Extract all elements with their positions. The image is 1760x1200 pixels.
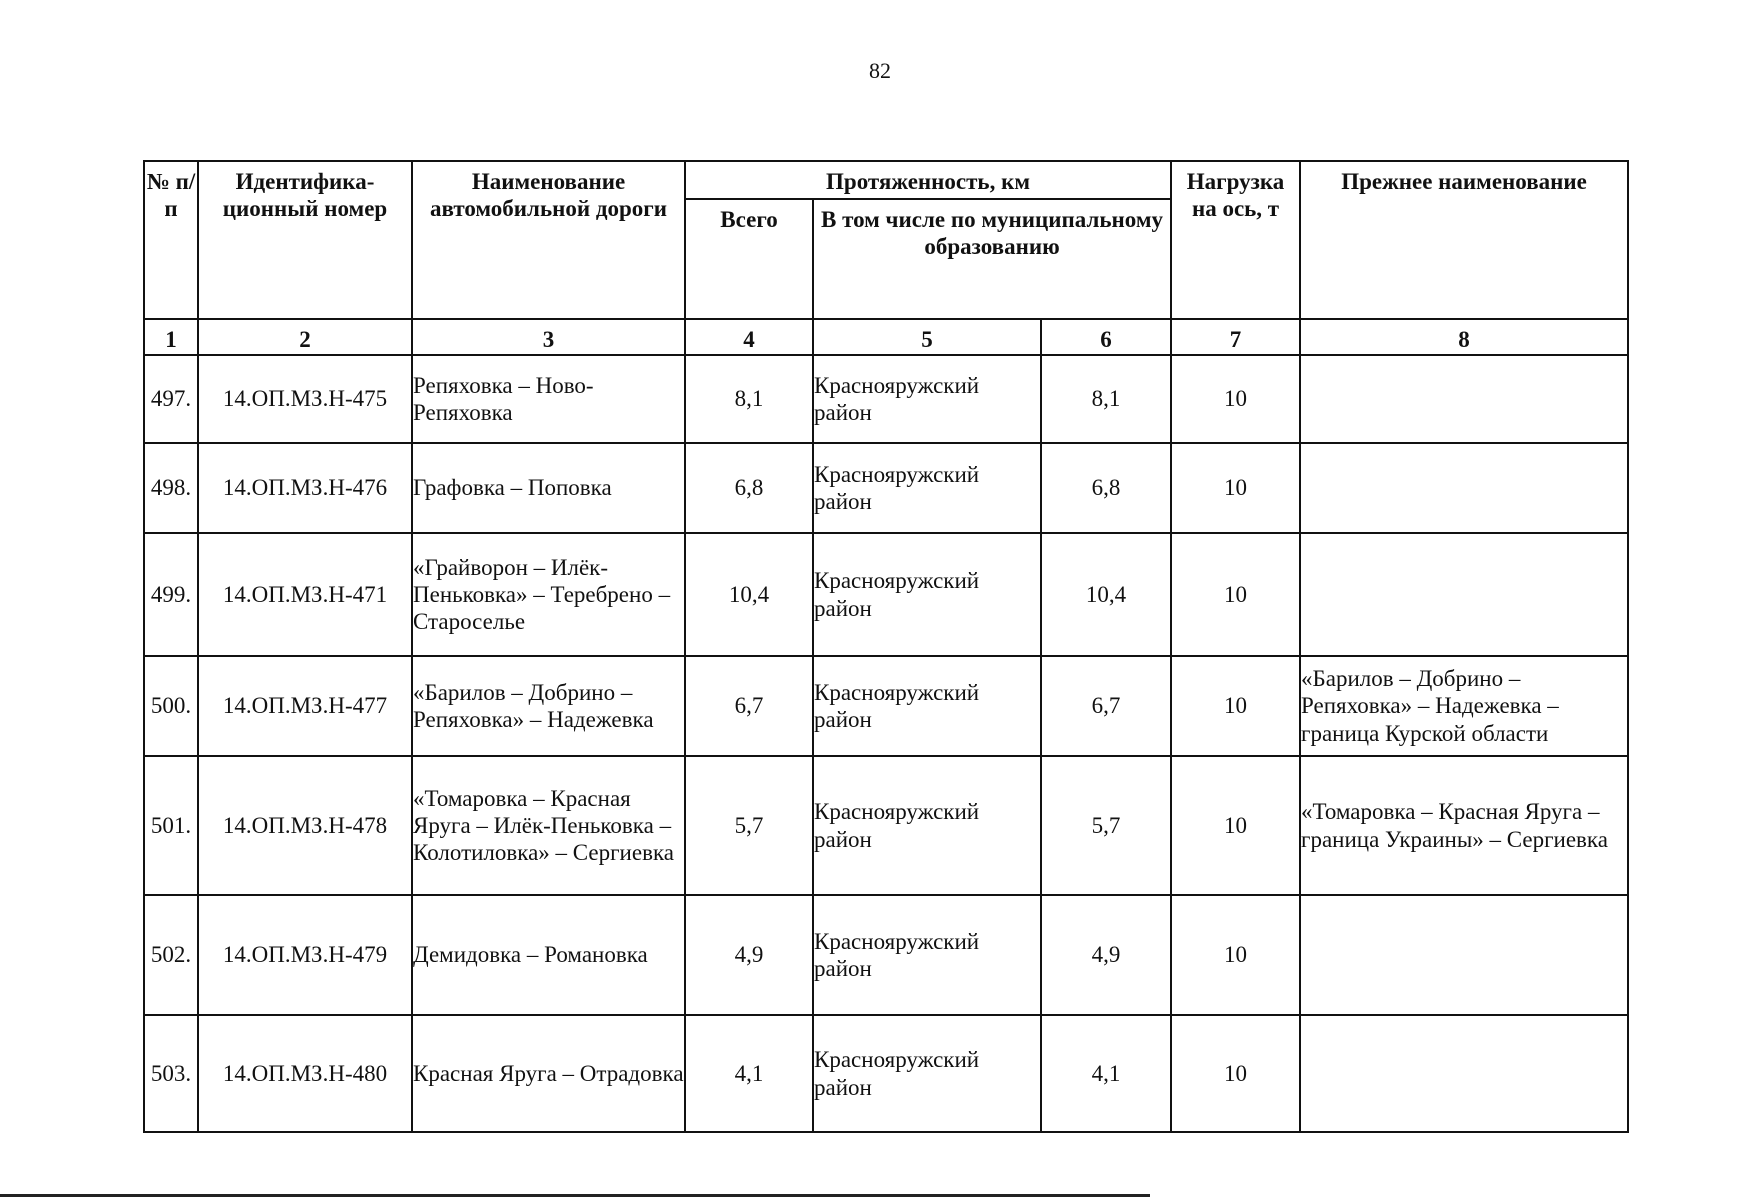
road-name: Красная Яруга – Отрадовка bbox=[412, 1015, 685, 1132]
municipal-length: 10,4 bbox=[1041, 533, 1171, 656]
table-row bbox=[144, 533, 1628, 656]
municipal-length: 6,7 bbox=[1041, 656, 1171, 756]
axle-load: 10 bbox=[1171, 895, 1300, 1015]
column-number: 5 bbox=[813, 319, 1041, 355]
municipal-length: 6,8 bbox=[1041, 443, 1171, 533]
road-name: «Барилов – Добрино – Репяховка» – Надежевка bbox=[412, 656, 685, 756]
column-number: 3 bbox=[412, 319, 685, 355]
table-row bbox=[144, 1015, 1628, 1132]
axle-load: 10 bbox=[1171, 1015, 1300, 1132]
length-total: 6,8 bbox=[685, 443, 813, 533]
row-number: 497. bbox=[144, 355, 198, 443]
column-numbers-row bbox=[144, 319, 1628, 355]
page-number: 82 bbox=[869, 58, 891, 83]
road-id: 14.ОП.МЗ.Н-477 bbox=[198, 656, 412, 756]
column-number: 7 bbox=[1171, 319, 1300, 355]
roads-table bbox=[143, 160, 1629, 1133]
former-name bbox=[1300, 895, 1628, 1015]
road-id: 14.ОП.МЗ.Н-471 bbox=[198, 533, 412, 656]
municipality: Краснояружский район bbox=[813, 533, 1041, 656]
table-row bbox=[144, 895, 1628, 1015]
road-name: Репяховка – Ново-Репяховка bbox=[412, 355, 685, 443]
column-number: 1 bbox=[144, 319, 198, 355]
header-row-1 bbox=[144, 161, 1628, 199]
axle-load: 10 bbox=[1171, 443, 1300, 533]
row-number: 502. bbox=[144, 895, 198, 1015]
header-name: Наименование автомобильной дороги bbox=[412, 161, 685, 319]
column-number: 6 bbox=[1041, 319, 1171, 355]
former-name: «Барилов – Добрино – Репяховка» – Надежевка – граница Курской области bbox=[1300, 656, 1628, 756]
bottom-rule bbox=[0, 1194, 1150, 1197]
municipal-length: 4,9 bbox=[1041, 895, 1171, 1015]
municipality: Краснояружский район bbox=[813, 443, 1041, 533]
axle-load: 10 bbox=[1171, 533, 1300, 656]
length-total: 5,7 bbox=[685, 756, 813, 895]
header-total: Всего bbox=[685, 199, 813, 319]
length-total: 4,1 bbox=[685, 1015, 813, 1132]
header-former: Прежнее наименование bbox=[1300, 161, 1628, 319]
row-number: 503. bbox=[144, 1015, 198, 1132]
header-load: Нагрузка на ось, т bbox=[1171, 161, 1300, 319]
municipality: Краснояружский район bbox=[813, 656, 1041, 756]
table-row bbox=[144, 355, 1628, 443]
row-number: 499. bbox=[144, 533, 198, 656]
header-municipal: В том числе по муниципальному образованию bbox=[813, 199, 1171, 319]
table-row bbox=[144, 756, 1628, 895]
row-number: 498. bbox=[144, 443, 198, 533]
road-name: Графовка – Поповка bbox=[412, 443, 685, 533]
road-name: «Томаровка – Красная Яруга – Илёк-Пеньковка – Колотиловка» – Сергиевка bbox=[412, 756, 685, 895]
road-id: 14.ОП.МЗ.Н-475 bbox=[198, 355, 412, 443]
table-row bbox=[144, 656, 1628, 756]
column-number: 4 bbox=[685, 319, 813, 355]
table-row bbox=[144, 443, 1628, 533]
header-id: Идентифика-ционный номер bbox=[198, 161, 412, 319]
column-number: 2 bbox=[198, 319, 412, 355]
row-number: 500. bbox=[144, 656, 198, 756]
municipality: Краснояружский район bbox=[813, 756, 1041, 895]
length-total: 4,9 bbox=[685, 895, 813, 1015]
municipality: Краснояружский район bbox=[813, 1015, 1041, 1132]
header-num: № п/п bbox=[144, 161, 198, 319]
road-id: 14.ОП.МЗ.Н-480 bbox=[198, 1015, 412, 1132]
axle-load: 10 bbox=[1171, 756, 1300, 895]
former-name bbox=[1300, 355, 1628, 443]
length-total: 8,1 bbox=[685, 355, 813, 443]
header-length-group: Протяженность, км bbox=[685, 161, 1171, 199]
axle-load: 10 bbox=[1171, 656, 1300, 756]
road-name: «Грайворон – Илёк-Пеньковка» – Теребрено – Староселье bbox=[412, 533, 685, 656]
municipal-length: 5,7 bbox=[1041, 756, 1171, 895]
municipal-length: 8,1 bbox=[1041, 355, 1171, 443]
former-name: «Томаровка – Красная Яруга – граница Украины» – Сергиевка bbox=[1300, 756, 1628, 895]
road-id: 14.ОП.МЗ.Н-478 bbox=[198, 756, 412, 895]
former-name bbox=[1300, 1015, 1628, 1132]
length-total: 10,4 bbox=[685, 533, 813, 656]
former-name bbox=[1300, 443, 1628, 533]
municipal-length: 4,1 bbox=[1041, 1015, 1171, 1132]
length-total: 6,7 bbox=[685, 656, 813, 756]
municipality: Краснояружский район bbox=[813, 355, 1041, 443]
road-id: 14.ОП.МЗ.Н-476 bbox=[198, 443, 412, 533]
road-id: 14.ОП.МЗ.Н-479 bbox=[198, 895, 412, 1015]
former-name bbox=[1300, 533, 1628, 656]
road-name: Демидовка – Романовка bbox=[412, 895, 685, 1015]
column-number: 8 bbox=[1300, 319, 1628, 355]
axle-load: 10 bbox=[1171, 355, 1300, 443]
municipality: Краснояружский район bbox=[813, 895, 1041, 1015]
row-number: 501. bbox=[144, 756, 198, 895]
